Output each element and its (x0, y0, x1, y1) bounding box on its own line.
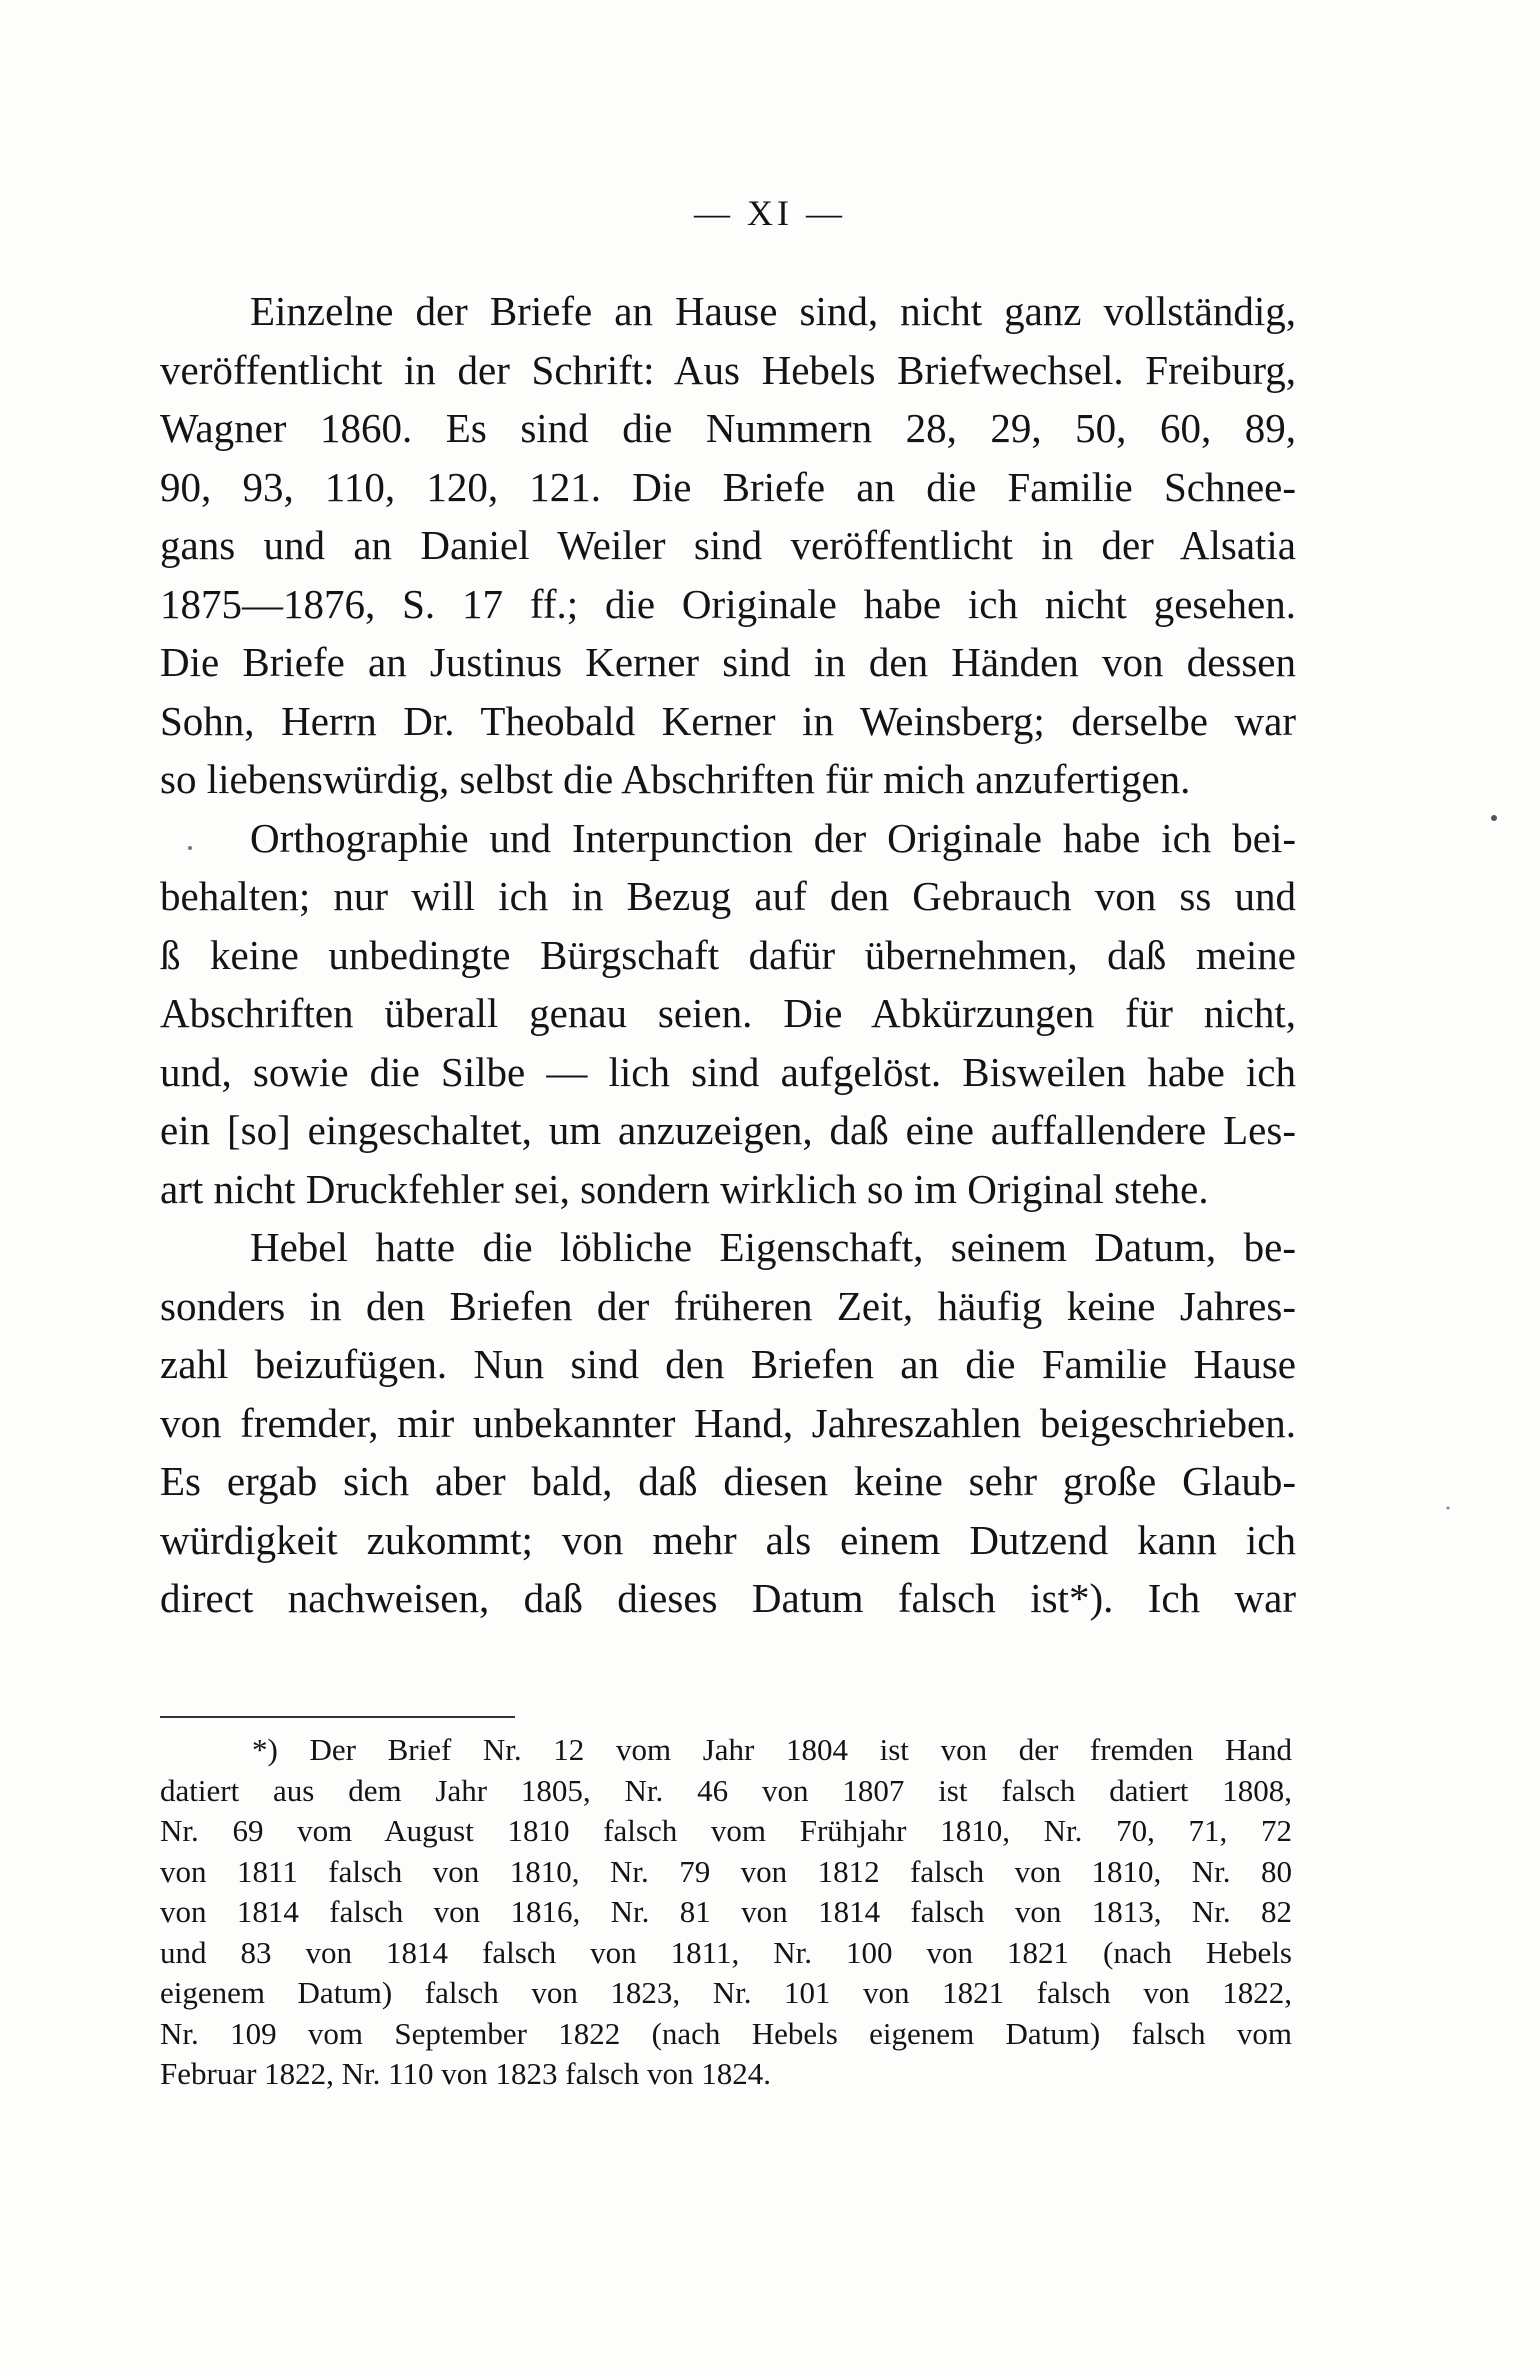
body-text-line: ß keine unbedingte Bürgschaft dafür übernehmen, daß meine (160, 931, 1296, 978)
footnote-rule (160, 1716, 515, 1718)
main-text-block (160, 282, 1296, 1628)
footnote-text-line: Nr. 69 vom August 1810 falsch vom Frühjahr 1810, Nr. 70, 71, 72 (160, 1813, 1292, 1848)
footnote-text-line: datiert aus dem Jahr 1805, Nr. 46 von 1807 ist falsch datiert 1808, (160, 1772, 1292, 1808)
body-text-line: und, sowie die Silbe — lich sind aufgelöst. Bisweilen habe ich (160, 1048, 1296, 1095)
footnote-text-line: und 83 von 1814 falsch von 1811, Nr. 100 von 1821 (nach Hebels (160, 1934, 1292, 1970)
body-text-line: behalten; nur will ich in Bezug auf den Gebrauch von ss und (160, 873, 1296, 919)
footnote-block (160, 1730, 1292, 2095)
body-text-line: direct nachweisen, daß dieses Datum falsch ist*). Ich war (160, 1575, 1296, 1621)
body-text-line: Die Briefe an Justinus Kerner sind in den Händen von dessen (160, 639, 1296, 685)
body-text-line: 90, 93, 110, 120, 121. Die Briefe an die Familie Schnee- (160, 463, 1296, 510)
footnote-text-line: eigenem Datum) falsch von 1823, Nr. 101 von 1821 falsch von 1822, (160, 1975, 1292, 2010)
body-text-line: Abschriften überall genau seien. Die Abkürzungen für nicht, (160, 990, 1296, 1036)
body-text-line: 1875—1876, S. 17 ff.; die Originale habe ich nicht gesehen. (160, 580, 1296, 627)
footnote-text-line: Nr. 109 vom September 1822 (nach Hebels eigenem Datum) falsch vom (160, 2015, 1292, 2051)
body-text-line: zahl beizufügen. Nun sind den Briefen an die Familie Hause (160, 1341, 1296, 1387)
body-text-line: Wagner 1860. Es sind die Nummern 28, 29, 50, 60, 89, (160, 405, 1296, 451)
body-text-line: Orthographie und Interpunction der Originale habe ich bei- (250, 814, 1296, 861)
footnote-text-line: von 1814 falsch von 1816, Nr. 81 von 1814 falsch von 1813, Nr. 82 (160, 1894, 1292, 1929)
footnote-text-line: von 1811 falsch von 1810, Nr. 79 von 1812 falsch von 1810, Nr. 80 (160, 1853, 1292, 1889)
body-text-line: veröffentlicht in der Schrift: Aus Hebels Briefwechsel. Freiburg, (160, 346, 1296, 393)
body-text-line: Es ergab sich aber bald, daß diesen keine sehr große Glaub- (160, 1458, 1296, 1504)
footnote-text-line: *) Der Brief Nr. 12 vom Jahr 1804 ist von der fremden Hand (252, 1732, 1292, 1767)
body-text-line: sonders in den Briefen der früheren Zeit, häufig keine Jahres- (160, 1282, 1296, 1329)
body-text-line: Sohn, Herrn Dr. Theobald Kerner in Weinsberg; derselbe war (160, 697, 1296, 744)
body-text-line: Hebel hatte die löbliche Eigenschaft, seinem Datum, be- (250, 1224, 1296, 1270)
page-number: — XI — (694, 193, 846, 233)
body-text-line: ein [so] eingeschaltet, um anzuzeigen, daß eine auffallendere Les- (160, 1107, 1296, 1153)
body-text-line: art nicht Druckfehler sei, sondern wirklich so im Original stehe. (160, 1165, 1209, 1212)
body-text-line: gans und an Daniel Weiler sind veröffentlicht in der Alsatia (160, 522, 1296, 568)
body-text-line: Einzelne der Briefe an Hause sind, nicht ganz vollständig, (250, 288, 1296, 334)
body-text-line: so liebenswürdig, selbst die Abschriften für mich anzufertigen. (160, 756, 1191, 802)
footnote-text-line: Februar 1822, Nr. 110 von 1823 falsch von 1824. (160, 2056, 772, 2091)
body-text-line: würdigkeit zukommt; von mehr als einem Dutzend kann ich (160, 1516, 1296, 1563)
body-text-line: von fremder, mir unbekannter Hand, Jahreszahlen beigeschrieben. (160, 1399, 1296, 1446)
